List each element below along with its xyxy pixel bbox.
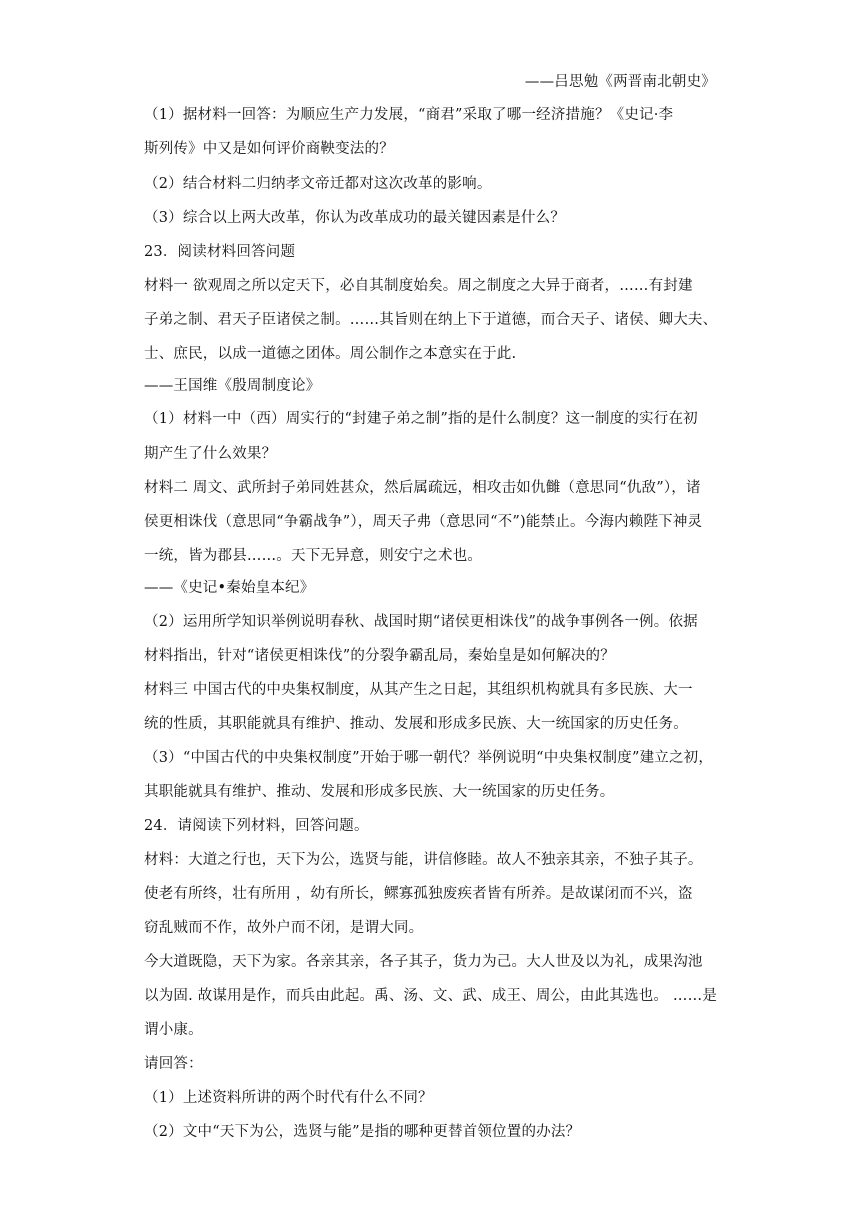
material-3-line-2: 统的性质，其职能就具有维护、推动、发展和形成多民族、大一统国家的历史任务。 [144, 716, 688, 732]
material-1-line-2: 子弟之制、君天子臣诸侯之制。……其旨则在纳上下于道德，而合天子、诸侯、卿大夫、 [144, 312, 718, 328]
material-24-line-3: 窃乱贼而不作，故外户而不闭，是谓大同。 [144, 920, 424, 936]
question-22-2: （2）结合材料二归纳孝文帝迁都对这次改革的影响。 [144, 176, 492, 192]
citation-shiji: ——《史记•秦始皇本纪》 [144, 580, 315, 596]
question-24-heading: 24．请阅读下列材料，回答问题。 [144, 818, 369, 834]
question-22-3: （3）综合以上两大改革，你认为改革成功的最关键因素是什么？ [144, 210, 566, 226]
question-24-2: （2）文中“天下为公，选贤与能”是指的哪种更替首领位置的办法？ [144, 1124, 581, 1140]
citation-lu-simian: ——吕思勉《两晋南北朝史》 [524, 74, 716, 90]
question-23-2-line-1: （2）运用所学知识举例说明春秋、战国时期“诸侯更相诛伐”的战争事例各一例。依据 [144, 614, 698, 630]
material-3-line-1: 材料三 中国古代的中央集权制度，从其产生之日起，其组织机构就具有多民族、大一 [144, 682, 693, 698]
material-1-line-3: 士、庶民，以成一道德之团体。周公制作之本意实在于此. [144, 346, 517, 362]
material-2-line-3: 一统，皆为郡县……。天下无异意，则安宁之术也。 [144, 548, 483, 564]
question-22-1-line-2: 斯列传》中又是如何评价商鞅变法的？ [144, 141, 394, 157]
material-24-line-5: 以为固. 故谋用是作，而兵由此起。禹、汤、文、武、成王、周公，由此其选也。 ……是 [144, 988, 718, 1004]
question-23-1-line-2: 期产生了什么效果？ [144, 446, 277, 462]
question-23-3-line-2: 其职能就具有维护、推动、发展和形成多民族、大一统国家的历史任务。 [144, 784, 615, 800]
material-24-line-2: 使老有所终，壮有所用 ，幼有所长，鳏寡孤独废疾者皆有所养。是故谋闭而不兴，盗 [144, 886, 693, 902]
question-23-2-line-2: 材料指出，针对“诸侯更相诛伐”的分裂争霸乱局，秦始皇是如何解决的？ [144, 648, 615, 664]
question-23-1-line-1: （1）材料一中（西）周实行的“封建子弟之制”指的是什么制度？这一制度的实行在初 [144, 411, 698, 427]
citation-wang-guowei: ——王国维《殷周制度论》 [144, 378, 321, 394]
material-24-line-6: 谓小康。 [144, 1022, 203, 1038]
material-1-line-1: 材料一 欲观周之所以定天下，必自其制度始矣。周之制度之大异于商者，……有封建 [144, 278, 693, 294]
question-23-heading: 23．阅读材料回答问题 [144, 244, 296, 260]
question-22-1-line-1: （1）据材料一回答：为顺应生产力发展，“商君”采取了哪一经济措施？《史记·李 [144, 107, 674, 123]
material-24-line-1: 材料：大道之行也，天下为公，选贤与能，讲信修睦。故人不独亲其亲，不独子其子。 [144, 852, 703, 868]
material-2-line-2: 侯更相诛伐（意思同“争霸战争”），周天子弗（意思同“不”)能禁止。今海内赖陛下神灵 [144, 514, 703, 530]
material-2-line-1: 材料二 周文、武所封子弟同姓甚众，然后属疏远，相攻击如仇雠（意思同“仇敌”），诸 [144, 480, 701, 496]
question-23-3-line-1: （3）“中国古代的中央集权制度”开始于哪一朝代？举例说明“中央集权制度”建立之初， [144, 750, 714, 766]
question-24-1: （1）上述资料所讲的两个时代有什么不同？ [144, 1090, 433, 1106]
material-24-line-4: 今大道既隐，天下为家。各亲其亲，各子其子，货力为己。大人世及以为礼，成果沟池 [144, 954, 703, 970]
answer-prompt: 请回答： [144, 1056, 203, 1072]
